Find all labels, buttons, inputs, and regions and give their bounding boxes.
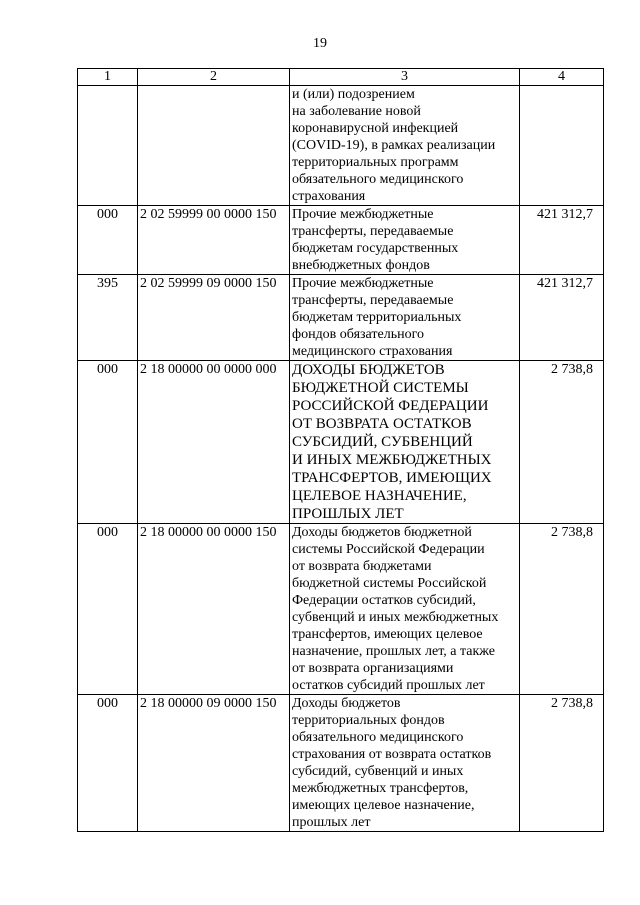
amount-cell: 2 738,8	[520, 524, 604, 695]
table-row	[78, 86, 604, 206]
table-header-row	[78, 69, 604, 86]
amount-cell: 421 312,7	[520, 206, 604, 275]
budget-code-cell: 2 02 59999 09 0000 150	[138, 275, 290, 361]
admin-code-cell	[78, 86, 138, 206]
table-row	[78, 275, 604, 361]
description-cell: Прочие межбюджетные трансферты, передаваемые бюджетам государственных внебюджетных фондов	[290, 206, 520, 275]
budget-code-cell: 2 18 00000 09 0000 150	[138, 695, 290, 832]
header-cell-1: 1	[78, 69, 138, 86]
amount-cell: 2 738,8	[520, 695, 604, 832]
description-cell: ДОХОДЫ БЮДЖЕТОВ БЮДЖЕТНОЙ СИСТЕМЫ РОССИЙСКОЙ ФЕДЕРАЦИИ ОТ ВОЗВРАТА ОСТАТКОВ СУБСИДИЙ, СУБВЕНЦИЙ И ИНЫХ МЕЖБЮДЖЕТНЫХ ТРАНСФЕРТОВ, ИМЕЮЩИХ ЦЕЛЕВОЕ НАЗНАЧЕНИЕ, ПРОШЛЫХ ЛЕТ	[290, 361, 520, 524]
header-cell-2: 2	[138, 69, 290, 86]
budget-code-cell	[138, 86, 290, 206]
admin-code-cell: 000	[78, 695, 138, 832]
table-row	[78, 695, 604, 832]
table-row	[78, 361, 604, 524]
amount-cell: 421 312,7	[520, 275, 604, 361]
header-cell-4: 4	[520, 69, 604, 86]
amount-cell	[520, 86, 604, 206]
budget-code-cell: 2 02 59999 00 0000 150	[138, 206, 290, 275]
budget-code-cell: 2 18 00000 00 0000 000	[138, 361, 290, 524]
admin-code-cell: 000	[78, 206, 138, 275]
table-row	[78, 206, 604, 275]
header-cell-3: 3	[290, 69, 520, 86]
admin-code-cell: 395	[78, 275, 138, 361]
description-cell: Прочие межбюджетные трансферты, передаваемые бюджетам территориальных фондов обязательного медицинского страхования	[290, 275, 520, 361]
description-cell: и (или) подозрением на заболевание новой коронавирусной инфекцией (COVID-19), в рамках реализации территориальных программ обязательного медицинского страхования	[290, 86, 520, 206]
table-row	[78, 524, 604, 695]
budget-code-cell: 2 18 00000 00 0000 150	[138, 524, 290, 695]
description-cell: Доходы бюджетов бюджетной системы Российской Федерации от возврата бюджетами бюджетной системы Российской Федерации остатков субсидий, субвенций и иных межбюджетных трансфертов, имеющих целевое назначение, прошлых лет, а также от возврата организациями остатков субсидий прошлых лет	[290, 524, 520, 695]
admin-code-cell: 000	[78, 524, 138, 695]
page-number: 19	[313, 36, 327, 51]
revenue-table	[77, 68, 604, 832]
description-cell: Доходы бюджетов территориальных фондов обязательного медицинского страхования от возврата остатков субсидий, субвенций и иных межбюджетных трансфертов, имеющих целевое назначение, прошлых лет	[290, 695, 520, 832]
admin-code-cell: 000	[78, 361, 138, 524]
amount-cell: 2 738,8	[520, 361, 604, 524]
